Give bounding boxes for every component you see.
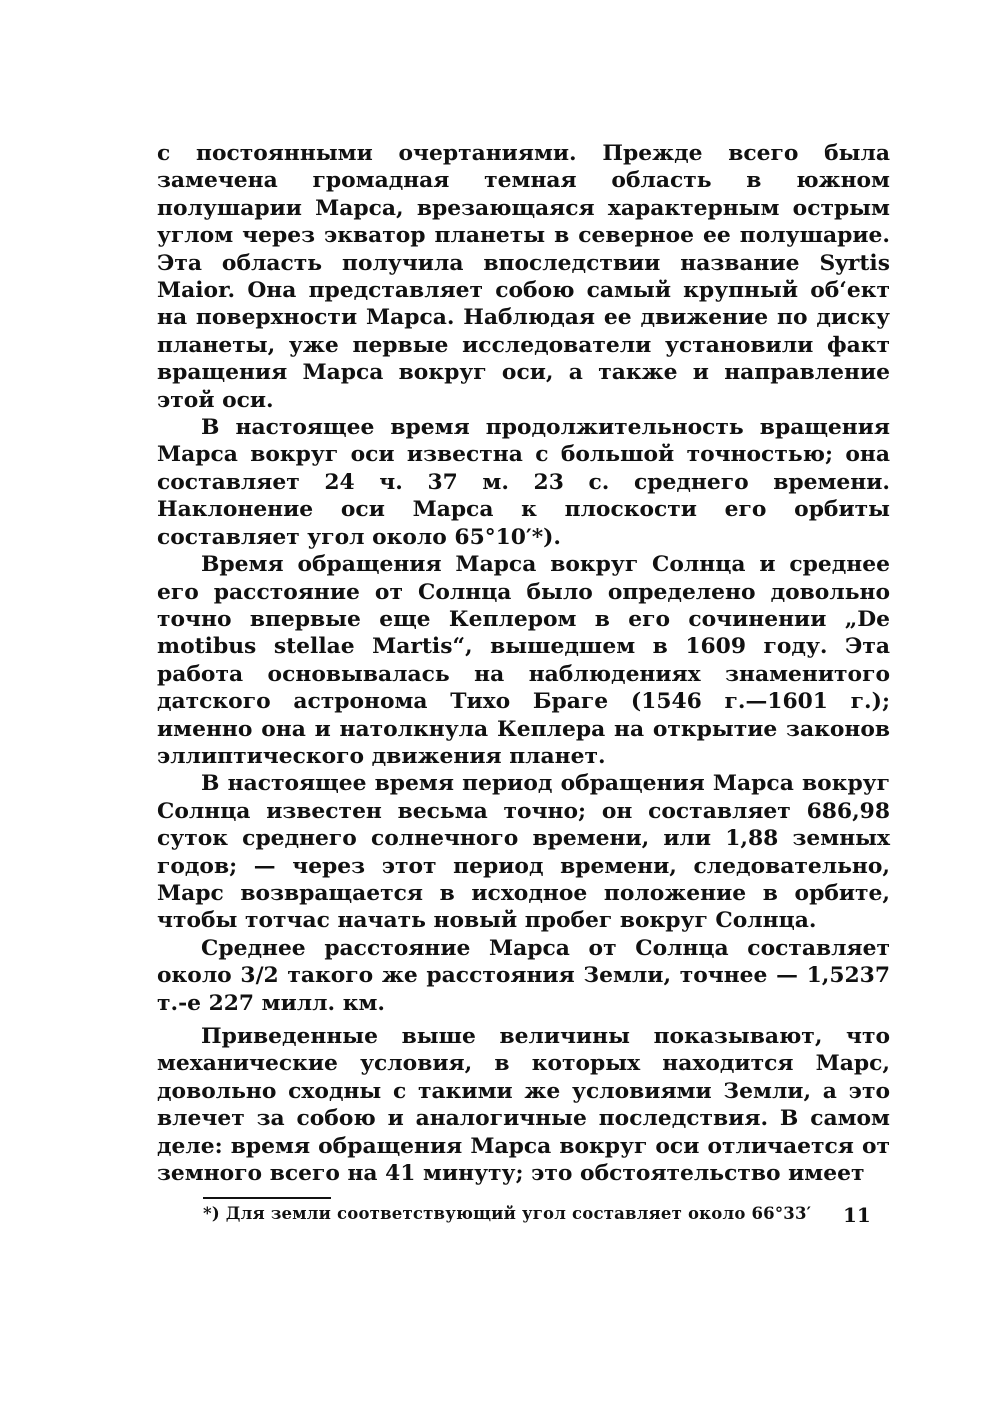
page-body (157, 140, 890, 1225)
paragraph-3: Время обращения Марса вокруг Солнца и среднее его расстояние от Солнца было определено довольно точно впервые еще Кеплером в его сочинении „De motibus stellae Martis“, вышедшем в 1609 году. Эта работа основывалась на наблюдениях знаменитого датского астронома Тихо Браге (1546 г.—1601 г.); именно она и натолкнула Кеплера на открытие законов эллиптического движения планет. (157, 552, 890, 769)
paragraph-5: Среднее расстояние Марса от Солнца составляет около 3/2 такого же расстояния Земли, точнее — 1,5237 т.-е 227 милл. км. (157, 935, 890, 1016)
page-number: 11 (843, 1203, 871, 1227)
paragraph-6: Приведенные выше величины показывают, что механические условия, в которых находится Марс, довольно сходны с такими же условиями Земли, а это влечет за собою и аналогичные последствия. В самом деле: время обращения Марса вокруг оси отличается от земного всего на 41 минуту; это обстоятельство имеет (157, 1024, 890, 1187)
paragraph-4: В настоящее время период обращения Марса вокруг Солнца известен весьма точно; он составляет 686,98 суток среднего солнечного времени, или 1,88 земных годов; — через этот период времени, следовательно, Марс возвращается в исходное положение в орбите, чтобы тотчас начать новый пробег вокруг Солнца. (157, 771, 890, 934)
footnote: *) Для земли соответствующий угол составляет около 66°33′ (203, 1204, 812, 1224)
paragraph-1: с постоянными очертаниями. Прежде всего была замечена громадная темная область в южном полушарии Марса, врезающаяся характерным острым углом через экватор планеты в северное ее полушарие. Эта область получила впоследствии название Syrtis Maior. Она представляет собою самый крупный об‘ект на поверхности Марса. Наблюдая ее движение по диску планеты, уже первые исследователи установили факт вращения Марса вокруг оси, а также и направление этой оси. (157, 141, 890, 413)
footnote-divider (203, 1197, 331, 1199)
paragraph-2: В настоящее время продолжительность вращения Марса вокруг оси известна с большой точностью; она составляет 24 ч. 37 м. 23 с. среднего времени. Наклонение оси Марса к плоскости его орбиты составляет угол около 65°10′*). (157, 415, 890, 550)
